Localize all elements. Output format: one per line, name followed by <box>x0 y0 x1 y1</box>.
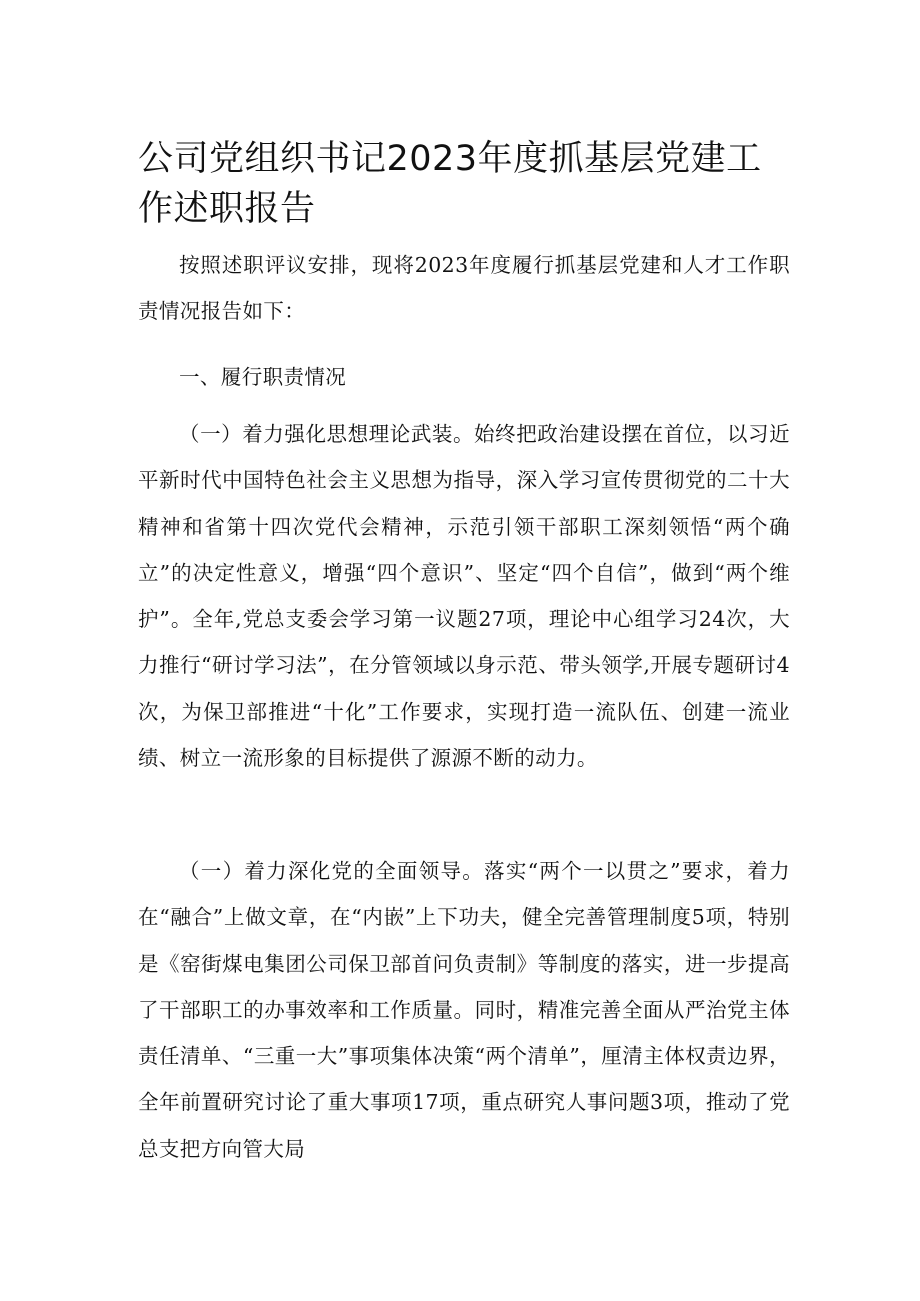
section-heading: 一、履行职责情况 <box>179 365 347 389</box>
document-title: 公司党组织书记2023年度抓基层党建工作述职报告 <box>138 139 762 229</box>
intro-paragraph: 按照述职评议安排，现将2023年度履行抓基层党建和人才工作职责情况报告如下： <box>138 253 790 324</box>
section-paragraph-leadership: （一）着力深化党的全面领导。落实“两个一以贯之”要求，着力在“融合”上做文章，在“内嵌”上下功夫，健全完善管理制度5项，特别是《窑街煤电集团公司保卫部首问负责制》等制度的落实，进一步提高了干部职工的办事效率和工作质量。同时，精准完善全面从严治党主体责任清单、“三重一大”事项集体决策“两个清单”，厘清主体权责边界，全年前置研究讨论了重大事项17项，重点研究人事问题3项，推动了党总支把方向管大局 <box>138 859 790 1161</box>
section-paragraph-ideology: （一）着力强化思想理论武装。始终把政治建设摆在首位，以习近平新时代中国特色社会主义思想为指导，深入学习宣传贯彻党的二十大精神和省第十四次党代会精神，示范引领干部职工深刻领悟“两个确立”的决定性意义，增强“四个意识”、坚定“四个自信”，做到“两个维护”。全年,党总支委会学习第一议题27项，理论中心组学习24次，大力推行“研讨学习法”，在分管领域以身示范、带头领学,开展专题研讨4次，为保卫部推进“十化”工作要求，实现打造一流队伍、创建一流业绩、树立一流形象的目标提供了源源不断的动力。 <box>138 422 790 771</box>
